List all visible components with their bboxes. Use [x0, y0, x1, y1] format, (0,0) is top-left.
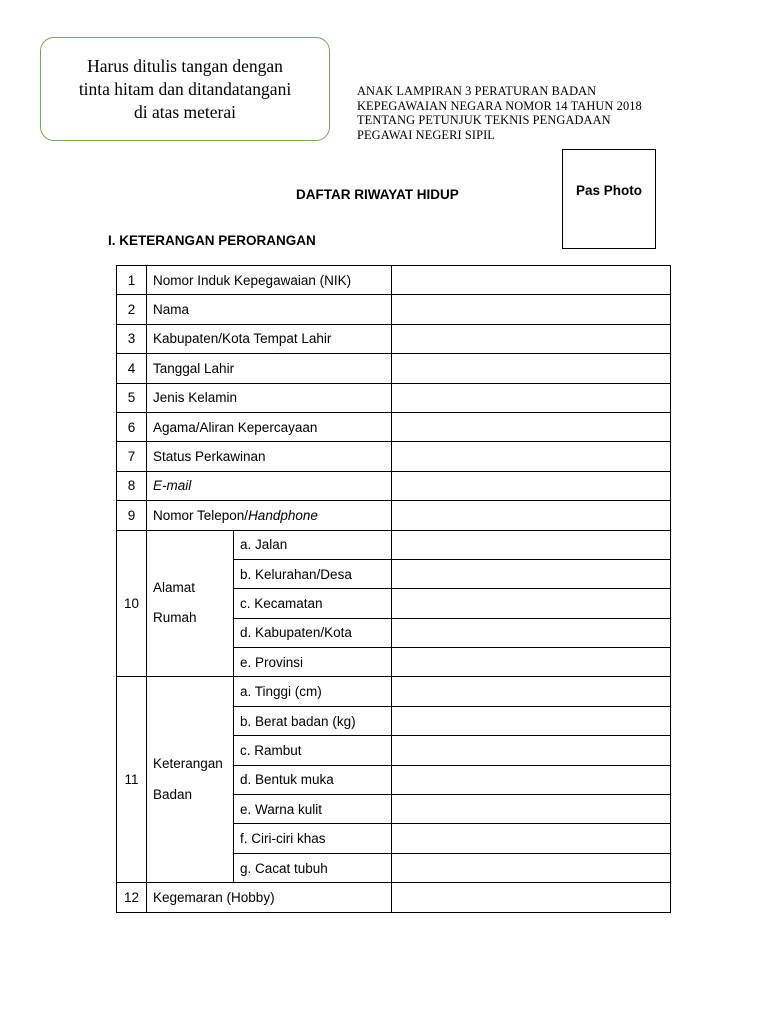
entry-field-email[interactable] — [392, 471, 671, 500]
entry-field-nik[interactable] — [392, 266, 671, 295]
table-row — [117, 266, 671, 295]
section-title: I. KETERANGAN PERORANGAN — [108, 233, 316, 248]
phone-label: Nomor Telepon/ — [153, 507, 249, 523]
annex-line-1: ANAK LAMPIRAN 3 PERATURAN BADAN — [357, 84, 597, 98]
row-label: Nama — [147, 295, 392, 324]
entry-field-height[interactable] — [392, 677, 671, 706]
notice-line-1: Harus ditulis tangan dengan — [87, 55, 283, 76]
entry-field-hair[interactable] — [392, 736, 671, 765]
notice-line-3: di atas meterai — [133, 101, 237, 122]
entry-field-phone[interactable] — [392, 501, 671, 530]
sub-label: d. Kabupaten/Kota — [234, 618, 392, 647]
row-label: Kabupaten/Kota Tempat Lahir — [147, 324, 392, 353]
entry-field-disability[interactable] — [392, 853, 671, 882]
row-label: E-mail — [147, 471, 392, 500]
row-label: Kegemaran (Hobby) — [147, 883, 392, 912]
sub-label: e. Provinsi — [234, 648, 392, 677]
entry-field-weight[interactable] — [392, 706, 671, 735]
row-number: 12 — [117, 883, 147, 912]
row-label: Status Perkawinan — [147, 442, 392, 471]
body-label-line-1: Keterangan — [153, 756, 223, 772]
row-label: Jenis Kelamin — [147, 383, 392, 412]
row-label: Nomor Induk Kepegawaian (NIK) — [147, 266, 392, 295]
table-row — [117, 295, 671, 324]
sub-label: b. Berat badan (kg) — [234, 706, 392, 735]
table-row — [117, 412, 671, 441]
entry-field-face-shape[interactable] — [392, 765, 671, 794]
address-label-line-1: Alamat — [153, 580, 196, 596]
table-row — [117, 501, 671, 530]
table-row — [117, 354, 671, 383]
entry-field-birthdate[interactable] — [392, 354, 671, 383]
document-title: DAFTAR RIWAYAT HIDUP — [296, 187, 459, 202]
photo-label: Pas Photo — [575, 183, 642, 198]
sub-label: a. Jalan — [234, 530, 392, 559]
table-row — [117, 883, 671, 912]
annex-line-3: TENTANG PETUNJUK TEKNIS PENGADAAN — [357, 113, 611, 127]
row-number: 9 — [117, 501, 147, 530]
entry-field-province[interactable] — [392, 648, 671, 677]
row-number: 4 — [117, 354, 147, 383]
body-group-label — [147, 677, 234, 883]
photo-placeholder — [562, 149, 656, 249]
handwriting-notice-box — [40, 37, 330, 141]
entry-field-religion[interactable] — [392, 412, 671, 441]
row-number: 6 — [117, 412, 147, 441]
address-group-label — [147, 530, 234, 677]
row-number: 10 — [117, 530, 147, 677]
row-number: 7 — [117, 442, 147, 471]
entry-field-birthplace[interactable] — [392, 324, 671, 353]
entry-field-village[interactable] — [392, 559, 671, 588]
entry-field-nama[interactable] — [392, 295, 671, 324]
sub-label: e. Warna kulit — [234, 795, 392, 824]
row-number: 11 — [117, 677, 147, 883]
entry-field-district[interactable] — [392, 589, 671, 618]
handphone-label: Handphone — [248, 507, 318, 523]
annex-line-2: KEPEGAWAIAN NEGARA NOMOR 14 TAHUN 2018 — [357, 98, 642, 113]
sub-label: c. Rambut — [234, 736, 392, 765]
table-row — [117, 471, 671, 500]
sub-label: d. Bentuk muka — [234, 765, 392, 794]
row-number: 5 — [117, 383, 147, 412]
personal-info-table — [116, 265, 671, 913]
table-row — [117, 442, 671, 471]
entry-field-distinguishing-marks[interactable] — [392, 824, 671, 853]
annex-line-4: PEGAWAI NEGERI SIPIL — [357, 127, 495, 142]
body-label-line-2: Badan — [153, 786, 193, 802]
row-number: 8 — [117, 471, 147, 500]
table-row — [117, 530, 671, 559]
sub-label: f. Ciri-ciri khas — [234, 824, 392, 853]
sub-label: a. Tinggi (cm) — [234, 677, 392, 706]
row-number: 1 — [117, 266, 147, 295]
address-label-line-2: Rumah — [153, 610, 197, 626]
row-number: 3 — [117, 324, 147, 353]
entry-field-hobby[interactable] — [392, 883, 671, 912]
entry-field-street[interactable] — [392, 530, 671, 559]
table-row — [117, 383, 671, 412]
entry-field-gender[interactable] — [392, 383, 671, 412]
row-label: Tanggal Lahir — [147, 354, 392, 383]
entry-field-skin-color[interactable] — [392, 795, 671, 824]
table-row — [117, 324, 671, 353]
entry-field-regency[interactable] — [392, 618, 671, 647]
sub-label: g. Cacat tubuh — [234, 853, 392, 882]
row-label: Agama/Aliran Kepercayaan — [147, 412, 392, 441]
row-number: 2 — [117, 295, 147, 324]
table-row — [117, 677, 671, 706]
sub-label: c. Kecamatan — [234, 589, 392, 618]
row-label — [147, 501, 392, 530]
notice-line-2: tinta hitam dan ditandatangani — [78, 78, 292, 99]
annex-reference — [357, 84, 642, 142]
entry-field-marital-status[interactable] — [392, 442, 671, 471]
sub-label: b. Kelurahan/Desa — [234, 559, 392, 588]
